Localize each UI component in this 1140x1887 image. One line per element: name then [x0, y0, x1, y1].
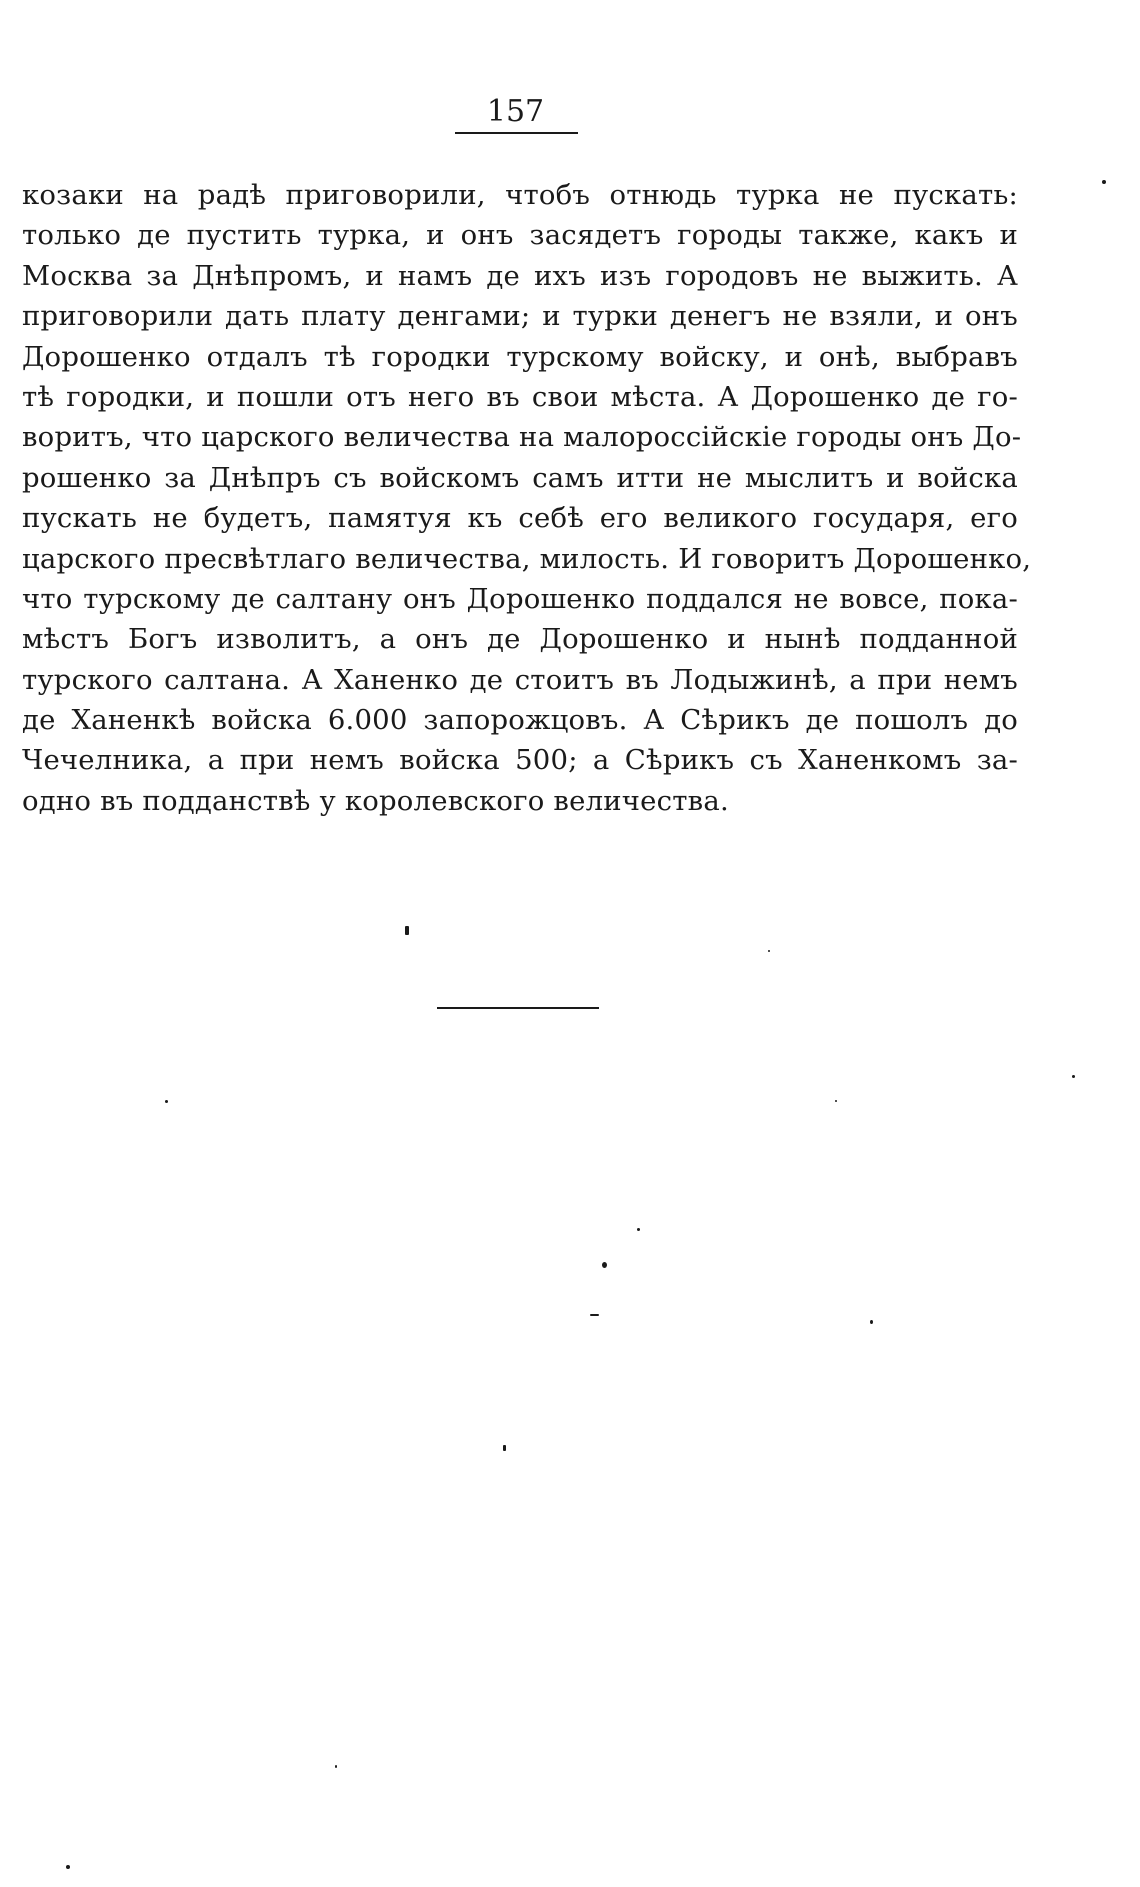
- scan-speck: [590, 1314, 599, 1316]
- text-line: турского салтана. А Ханенко де стоитъ въ Лодыжинѣ, а при немъ: [22, 663, 1018, 696]
- text-line: козаки на радѣ приговорили, чтобъ отнюдь турка не пускать:: [22, 179, 1018, 211]
- text-line: тѣ городки, и пошли отъ него въ свои мѣста. А Дорошенко де го-: [22, 380, 1018, 413]
- scan-speck: [637, 1228, 640, 1231]
- text-line: Дорошенко отдалъ тѣ городки турскому войску, и онѣ, выбравъ: [22, 340, 1018, 373]
- scan-speck: [503, 1445, 506, 1451]
- scan-speck: [835, 1100, 837, 1102]
- scan-speck: [335, 1765, 337, 1768]
- text-line-last: одно въ подданствѣ у королевского величества.: [22, 784, 729, 817]
- text-line: воритъ, что царского величества на малороссійскіе городы онъ До-: [22, 421, 1022, 454]
- text-line: что турскому де салтану онъ Дорошенко поддался не вовсе, пока-: [22, 582, 1018, 615]
- text-line: Москва за Днѣпромъ, и намъ де ихъ изъ городовъ не выжить. А: [22, 259, 1018, 292]
- scan-speck: [768, 950, 770, 952]
- text-line: рошенко за Днѣпръ съ войскомъ самъ итти не мыслитъ и войска: [22, 461, 1018, 494]
- text-line: Чечелника, а при немъ войска 500; а Сѣрикъ съ Ханенкомъ за-: [22, 744, 1018, 777]
- text-line: приговорили дать плату денгами; и турки денегъ не взяли, и онъ: [22, 300, 1018, 333]
- scan-speck: [165, 1100, 168, 1103]
- text-line: только де пустить турка, и онъ засядетъ городы также, какъ и: [22, 219, 1018, 252]
- scan-speck: [1102, 180, 1106, 184]
- section-end-rule: [437, 1007, 599, 1009]
- text-line: мѣстъ Богъ изволитъ, а онъ де Дорошенко и нынѣ подданной: [22, 623, 1018, 656]
- page-number-rule: [455, 132, 578, 134]
- scan-speck: [602, 1262, 607, 1268]
- text-line: де Ханенкѣ войска 6.000 запорожцовъ. А Сѣрикъ де пошолъ до: [22, 704, 1018, 737]
- page-number: 157: [486, 94, 545, 129]
- text-line: царского пресвѣтлаго величества, милость. И говоритъ Дорошенко,: [22, 542, 1032, 575]
- text-line: пускать не будетъ, памятуя къ себѣ его великого государя, его: [22, 502, 1018, 535]
- scan-speck: [405, 926, 409, 935]
- scan-speck: [66, 1865, 70, 1869]
- scan-speck: [870, 1320, 873, 1324]
- body-text: [22, 175, 1032, 821]
- scan-speck: [1072, 1075, 1075, 1078]
